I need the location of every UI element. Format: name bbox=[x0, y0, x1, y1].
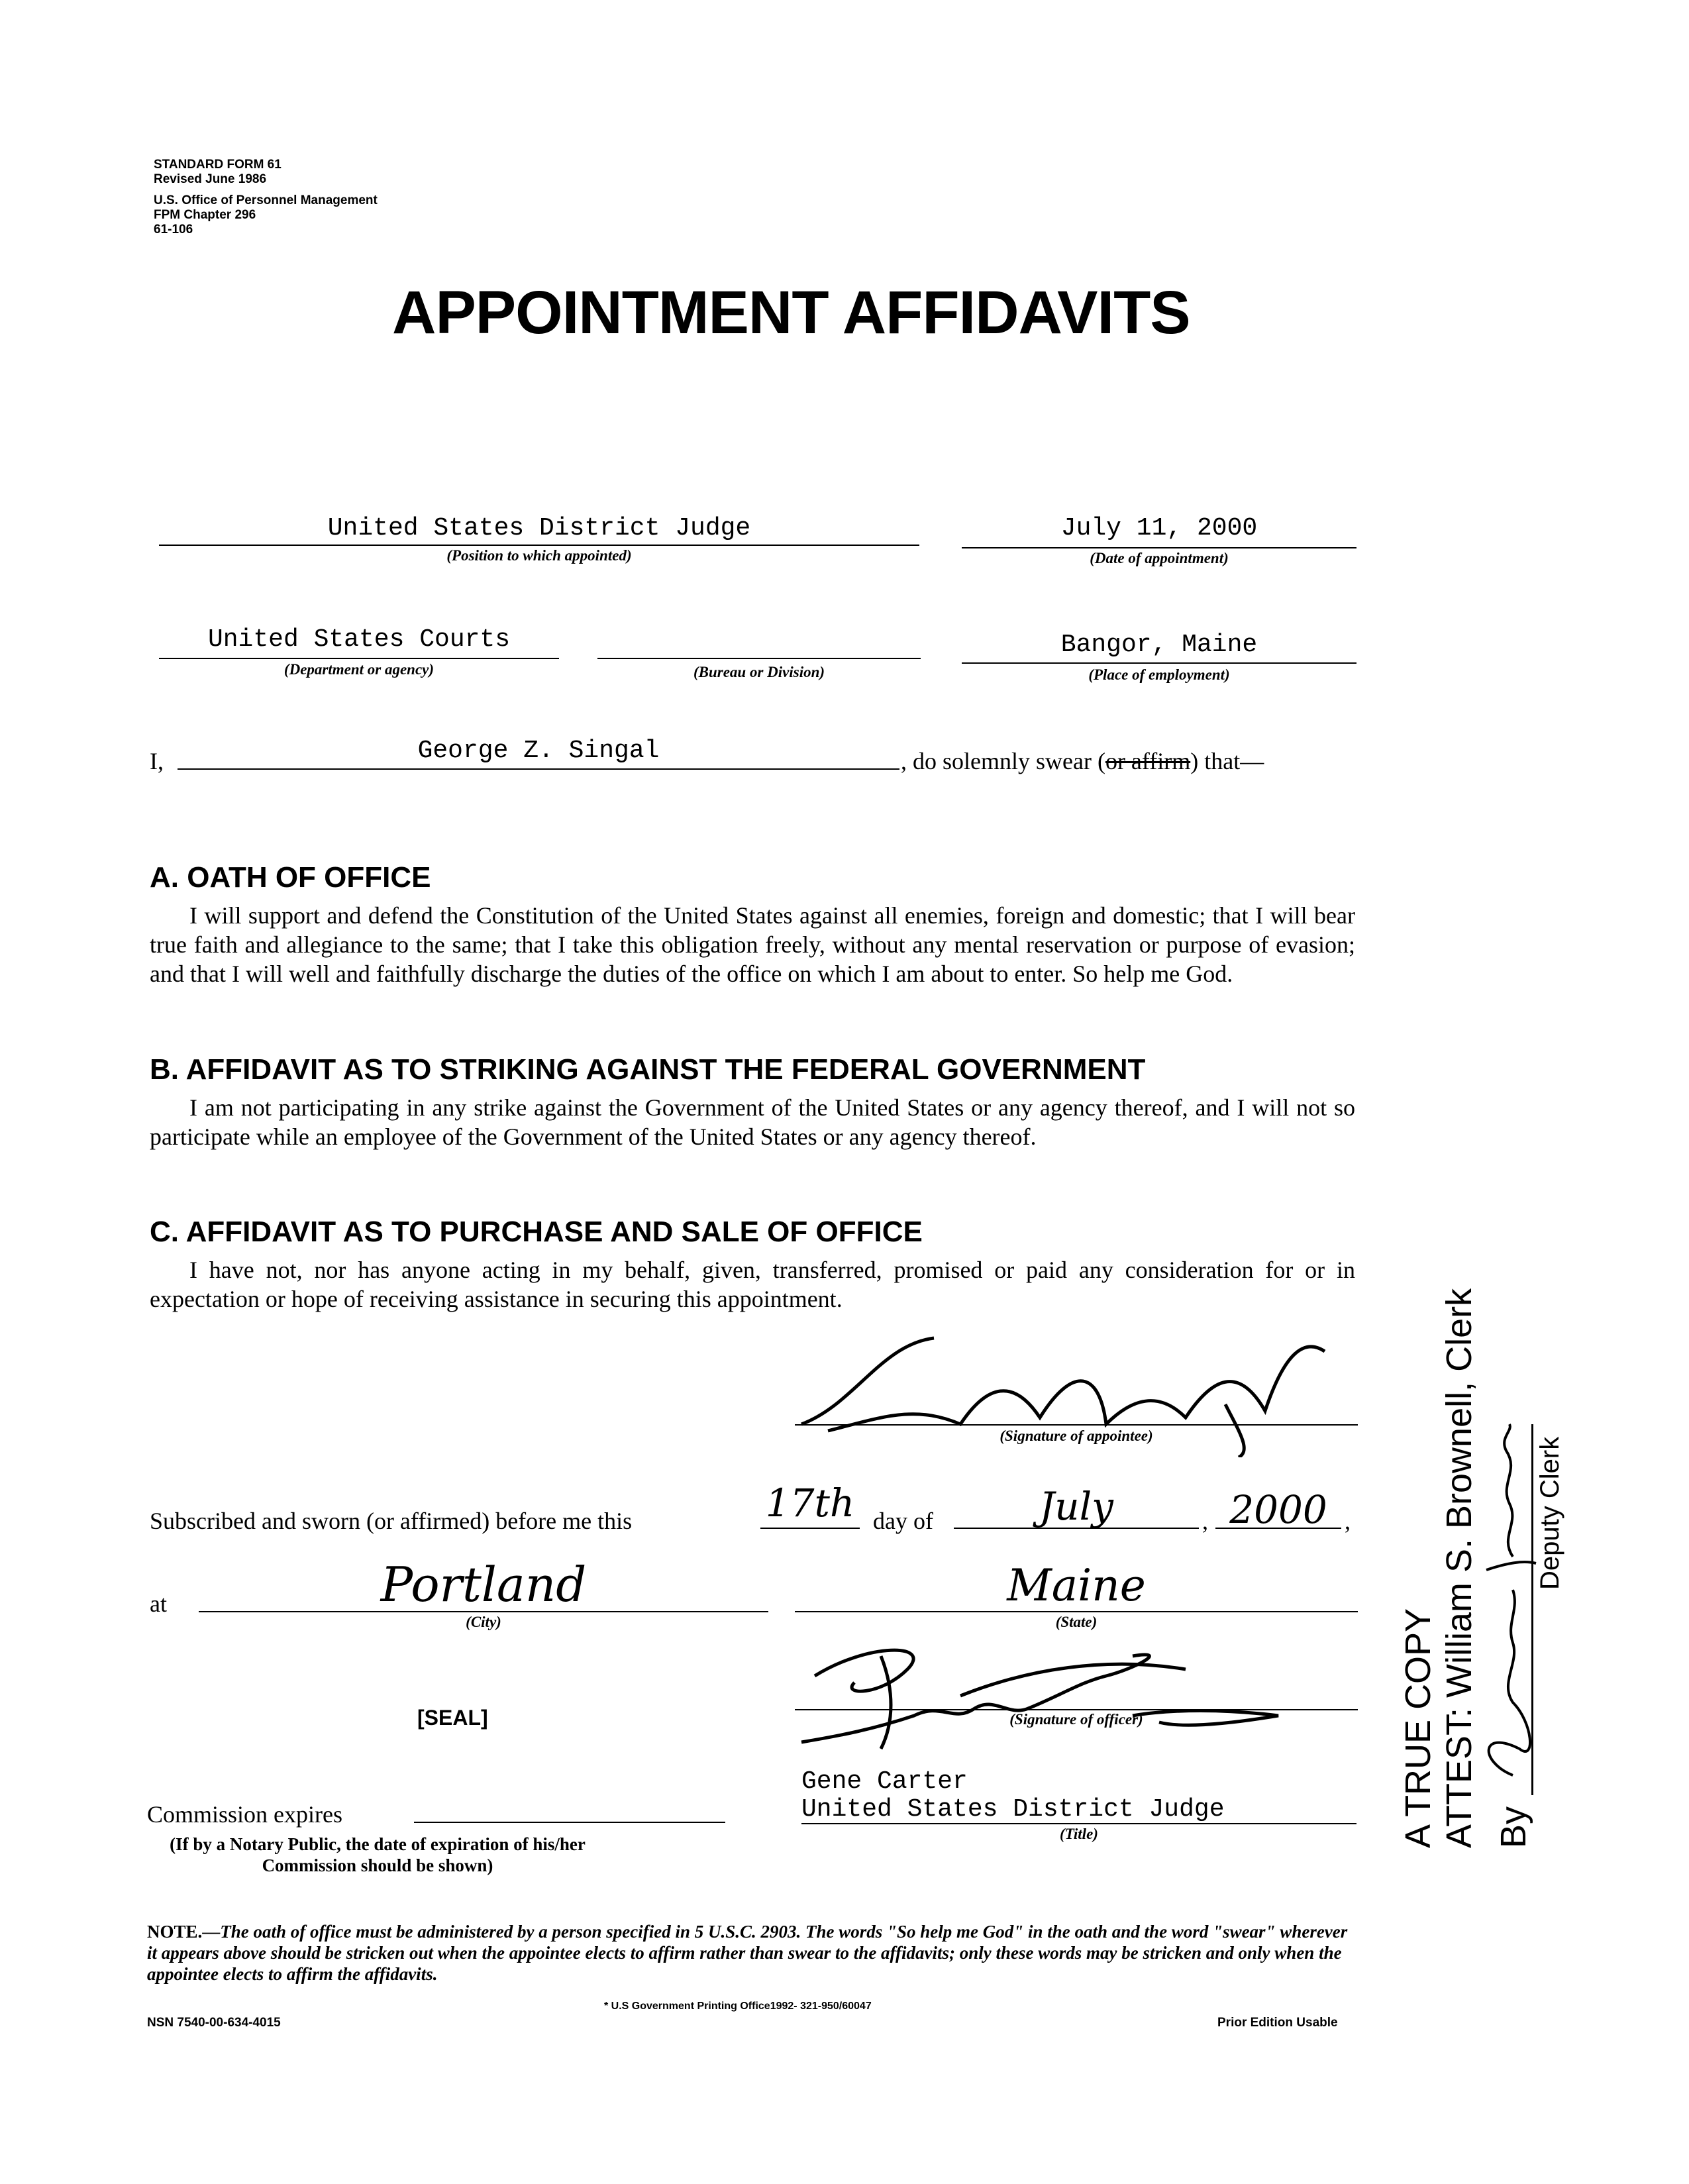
sworn-comma-1: , bbox=[1202, 1508, 1208, 1534]
department-line bbox=[159, 658, 559, 659]
oath-suffix-start: , do solemnly swear ( bbox=[901, 748, 1105, 774]
section-a-text: I will support and defend the Constitution of the United States against all enemies, foreign and domestic; that I will bear true faith and allegiance to the same; that I take this obligation freely, without any mental reservation or purpose of evasion; and that I will well and faithfully discharge the duties of the office on which I am about to enter. So help me God. bbox=[150, 902, 1355, 987]
state-value[interactable]: Maine bbox=[1007, 1560, 1146, 1611]
date-caption: (Date of appointment) bbox=[1090, 550, 1229, 566]
date-value[interactable]: July 11, 2000 bbox=[1060, 514, 1258, 543]
place-value[interactable]: Bangor, Maine bbox=[1060, 631, 1258, 659]
state-line bbox=[795, 1611, 1358, 1612]
city-caption: (City) bbox=[466, 1614, 501, 1630]
stamp-line-2: ATTEST: William S. Brownell, Clerk bbox=[1439, 1288, 1479, 1848]
form-agency: U.S. Office of Personnel Management bbox=[154, 193, 378, 207]
sworn-month-line bbox=[954, 1528, 1199, 1529]
form-chapter: FPM Chapter 296 bbox=[154, 208, 256, 222]
officer-name[interactable]: Gene Carter bbox=[801, 1767, 968, 1796]
attestation-stamp bbox=[1398, 1288, 1564, 1848]
deputy-clerk-signature bbox=[1473, 1418, 1539, 1789]
sworn-day-value[interactable]: 17th bbox=[765, 1481, 855, 1526]
officer-title-line bbox=[801, 1823, 1356, 1824]
section-b-text: I am not participating in any strike against the Government of the United States or any agency thereof, and I will not so participate while an employee of the Government of the United States or any agency thereof. bbox=[150, 1094, 1355, 1150]
commission-label: Commission expires bbox=[147, 1801, 342, 1828]
oath-suffix bbox=[901, 747, 1264, 775]
footer-nsn: NSN 7540-00-634-4015 bbox=[147, 2016, 281, 2030]
form-id: STANDARD FORM 61 bbox=[154, 158, 282, 172]
title-caption: (Title) bbox=[1060, 1826, 1098, 1842]
section-c-heading: C. AFFIDAVIT AS TO PURCHASE AND SALE OF OFFICE bbox=[150, 1216, 923, 1248]
appointee-name[interactable]: George Z. Singal bbox=[417, 737, 660, 765]
position-line bbox=[159, 545, 919, 546]
city-value[interactable]: Portland bbox=[380, 1557, 587, 1612]
appointee-signature-line bbox=[795, 1424, 1358, 1426]
city-line bbox=[199, 1611, 768, 1612]
department-value[interactable]: United States Courts bbox=[207, 625, 511, 654]
section-b-heading: B. AFFIDAVIT AS TO STRIKING AGAINST THE FEDERAL GOVERNMENT bbox=[150, 1053, 1146, 1086]
appointee-name-line bbox=[178, 768, 899, 770]
seal-label: [SEAL] bbox=[417, 1706, 488, 1730]
sworn-month-value[interactable]: July bbox=[1039, 1484, 1113, 1529]
sworn-year-line bbox=[1215, 1528, 1341, 1529]
footer-prior: Prior Edition Usable bbox=[1217, 2016, 1338, 2030]
stamp-line-1: A TRUE COPY bbox=[1398, 1608, 1438, 1848]
form-revised: Revised June 1986 bbox=[154, 172, 267, 186]
officer-signature-line bbox=[795, 1709, 1358, 1710]
date-line bbox=[962, 547, 1356, 548]
appointee-signature-caption: (Signature of appointee) bbox=[999, 1428, 1153, 1444]
position-value[interactable]: United States District Judge bbox=[327, 514, 751, 543]
place-caption: (Place of employment) bbox=[1088, 666, 1230, 683]
bureau-caption: (Bureau or Division) bbox=[693, 664, 825, 680]
footnote bbox=[147, 1921, 1359, 1985]
page-title: APPOINTMENT AFFIDAVITS bbox=[392, 279, 1190, 346]
bureau-line bbox=[597, 658, 921, 659]
officer-signature-caption: (Signature of officer) bbox=[1009, 1711, 1143, 1728]
stamp-line-3: By bbox=[1494, 1806, 1533, 1848]
commission-note-2: Commission should be shown) bbox=[262, 1855, 493, 1875]
commission-note-1: (If by a Notary Public, the date of expiration of his/her bbox=[170, 1834, 586, 1854]
department-caption: (Department or agency) bbox=[283, 661, 435, 678]
stamp-line-4: Deputy Clerk bbox=[1535, 1436, 1564, 1590]
position-caption: (Position to which appointed) bbox=[446, 547, 632, 564]
oath-struck-words: or affirm bbox=[1105, 748, 1191, 774]
form-header bbox=[154, 158, 378, 237]
state-caption: (State) bbox=[1055, 1614, 1098, 1630]
sworn-day-line bbox=[760, 1528, 860, 1529]
officer-signature bbox=[762, 1616, 1358, 1755]
oath-prefix: I, bbox=[150, 748, 164, 774]
footnote-text: The oath of office must be administered by a person specified in 5 U.S.C. 2903. The words "So help me God" in the oath and the word "swear" wherever it appears above should be stricken out when the appointee elects to affirm rather than swear to the affidavits; only these words may be stricken and only when the appointee elects to affirm the affidavits. bbox=[147, 1922, 1348, 1984]
commission-line[interactable] bbox=[414, 1822, 725, 1823]
section-c-text: I have not, nor has anyone acting in my behalf, given, transferred, promised or paid any consideration for or in expectation or hope of receiving assistance in securing this appointment. bbox=[150, 1257, 1355, 1312]
sworn-lead: Subscribed and sworn (or affirmed) before me this bbox=[150, 1508, 633, 1534]
section-a-heading: A. OATH OF OFFICE bbox=[150, 861, 431, 894]
oath-suffix-end: ) that— bbox=[1190, 748, 1264, 774]
sworn-comma-2: , bbox=[1345, 1508, 1351, 1534]
footer-printing: * U.S Government Printing Office1992- 321-950/60047 bbox=[604, 2001, 872, 2012]
form-code: 61-106 bbox=[154, 223, 193, 236]
sworn-day-label: day of bbox=[873, 1508, 933, 1534]
officer-title[interactable]: United States District Judge bbox=[801, 1795, 1225, 1824]
place-line bbox=[962, 662, 1356, 664]
sworn-year-value[interactable]: 2000 bbox=[1229, 1487, 1327, 1532]
footnote-label: NOTE.— bbox=[147, 1922, 221, 1942]
at-label: at bbox=[150, 1590, 167, 1617]
commission-note bbox=[132, 1834, 623, 1876]
